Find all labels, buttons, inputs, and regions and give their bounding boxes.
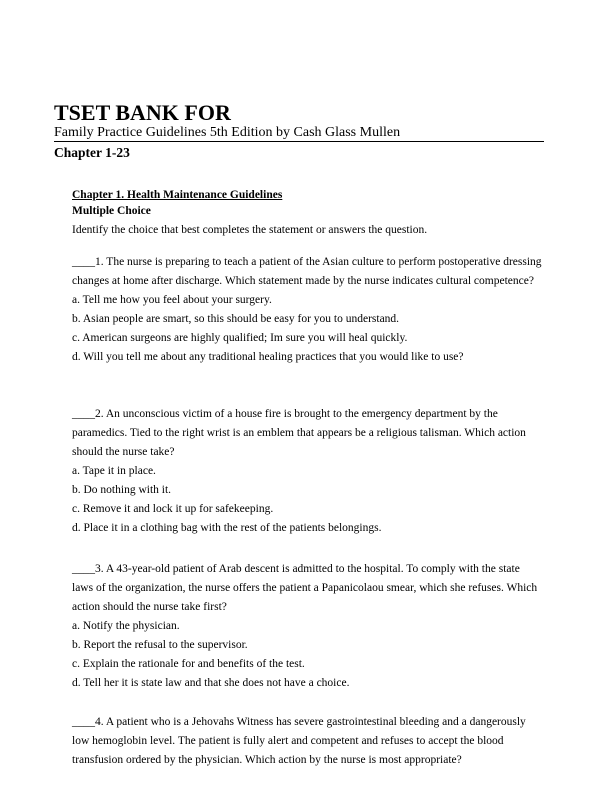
option-b: b. Report the refusal to the supervisor. bbox=[72, 639, 248, 651]
page-title: TSET BANK FOR bbox=[54, 100, 231, 125]
title-divider bbox=[54, 141, 544, 142]
option-d: d. Will you tell me about any traditional healing practices that you would like to use? bbox=[72, 351, 464, 363]
option-b: b. Do nothing with it. bbox=[72, 484, 172, 496]
option-c: c. Explain the rationale for and benefits of the test. bbox=[72, 658, 305, 670]
question-2 bbox=[72, 405, 542, 538]
question-text: ____3. A 43-year-old patient of Arab descent is admitted to the hospital. To comply with the state laws of the organization, the nurse offers the patient a Papanicolaou smear, which she refuses. Which action should the nurse take first? bbox=[72, 563, 538, 613]
option-a: a. Notify the physician. bbox=[72, 620, 180, 632]
question-text: ____4. A patient who is a Jehovahs Witness has severe gastrointestinal bleeding and a dangerously low hemoglobin level. The patient is fully alert and competent and refuses to accept the blood transfusion ordered by the physician. Which action by the nurse is most appropriate? bbox=[72, 716, 526, 766]
question-1 bbox=[72, 253, 542, 367]
option-c: c. Remove it and lock it up for safekeeping. bbox=[72, 503, 274, 515]
option-c: c. American surgeons are highly qualified; Im sure you will heal quickly. bbox=[72, 332, 408, 344]
section-instructions: Identify the choice that best completes the statement or answers the question. bbox=[72, 224, 428, 236]
question-text: ____2. An unconscious victim of a house fire is brought to the emergency department by the paramedics. Tied to the right wrist is an emblem that appears be a religious talisman. Which action should the nurse take? bbox=[72, 408, 526, 458]
question-3 bbox=[72, 560, 542, 693]
section-heading: Chapter 1. Health Maintenance Guidelines bbox=[72, 189, 283, 201]
option-d: d. Place it in a clothing bag with the rest of the patients belongings. bbox=[72, 522, 382, 534]
answer-options bbox=[72, 462, 542, 538]
book-subtitle: Family Practice Guidelines 5th Edition by Cash Glass Mullen bbox=[54, 125, 401, 140]
answer-options bbox=[72, 617, 542, 693]
question-4 bbox=[72, 713, 542, 770]
option-d: d. Tell her it is state law and that she does not have a choice. bbox=[72, 677, 350, 689]
chapter-range: Chapter 1-23 bbox=[54, 145, 130, 160]
option-b: b. Asian people are smart, so this should be easy for you to understand. bbox=[72, 313, 400, 325]
question-text: ____1. The nurse is preparing to teach a patient of the Asian culture to perform postoperative dressing changes at home after discharge. Which statement made by the nurse indicates cultural competence? bbox=[72, 256, 542, 287]
section-type: Multiple Choice bbox=[72, 205, 151, 217]
answer-options bbox=[72, 291, 542, 367]
option-a: a. Tell me how you feel about your surgery. bbox=[72, 294, 272, 306]
option-a: a. Tape it in place. bbox=[72, 465, 156, 477]
